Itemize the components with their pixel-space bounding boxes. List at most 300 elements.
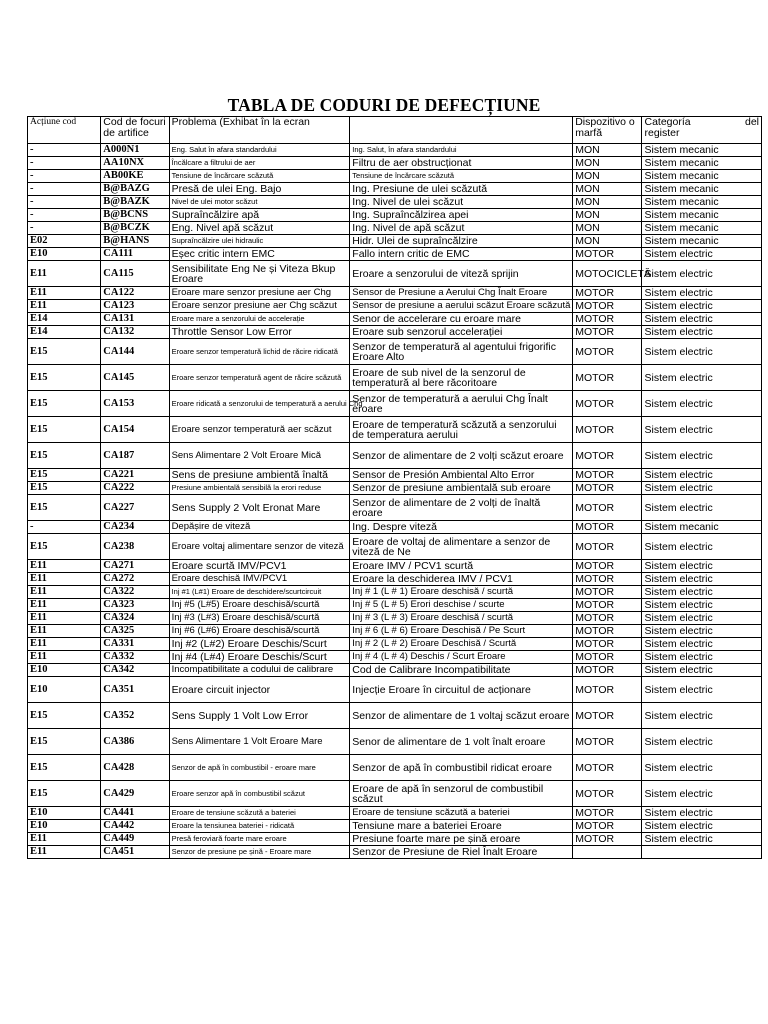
table-row [28, 209, 762, 222]
problem-description-cell: Senzor de alimentare de 2 volți scăzut eroare [350, 443, 573, 469]
device-cell: MOTOR [573, 703, 642, 729]
problem-description-cell: Senor de alimentare de 1 volt înalt eroare [350, 729, 573, 755]
problem-description-cell: Inj # 3 (L # 3) Eroare deschisă / scurtă [350, 612, 573, 625]
action-code-cell: E11 [28, 612, 101, 625]
problem-description-cell: Senzor de alimentare de 1 voltaj scăzut eroare [350, 703, 573, 729]
problem-screen-cell: Supraîncălzire apă [169, 209, 350, 222]
device-cell: MOTOR [573, 391, 642, 417]
device-cell: MOTOR [573, 534, 642, 560]
category-cell [642, 846, 762, 859]
header-problem: Problema (Exhibat în la ecran [169, 117, 350, 144]
device-cell: MOTOCICLETĂ [573, 261, 642, 287]
action-code-cell: E10 [28, 248, 101, 261]
device-cell: MON [573, 209, 642, 222]
table-row [28, 248, 762, 261]
device-cell: MOTOR [573, 781, 642, 807]
device-cell: MON [573, 222, 642, 235]
problem-description-cell: Eroare de temperatură scăzută a senzorului de temperatura aerului [350, 417, 573, 443]
fault-code-cell: CA272 [101, 573, 169, 586]
problem-screen-cell: Inj #4 (L#4) Eroare Deschis/Scurt [169, 651, 350, 664]
fault-code-table [27, 116, 762, 859]
problem-screen-cell: Senzor de apă în combustibil - eroare mare [169, 755, 350, 781]
fault-code-cell: CA144 [101, 339, 169, 365]
category-cell: Sistem electric [642, 586, 762, 599]
device-cell: MOTOR [573, 586, 642, 599]
category-cell: Sistem electric [642, 807, 762, 820]
problem-screen-cell: Nivel de ulei motor scăzut [169, 196, 350, 209]
problem-description-cell: Eroare de apă în senzorul de combustibil scăzut [350, 781, 573, 807]
category-cell: Sistem electric [642, 469, 762, 482]
action-code-cell: E15 [28, 482, 101, 495]
fault-code-cell: B@BCZK [101, 222, 169, 235]
table-row [28, 820, 762, 833]
problem-screen-cell: Eroare mare senzor presiune aer Chg [169, 287, 350, 300]
action-code-cell: E11 [28, 560, 101, 573]
table-row [28, 625, 762, 638]
problem-screen-cell: Eroare voltaj alimentare senzor de viteză [169, 534, 350, 560]
device-cell: MON [573, 144, 642, 157]
problem-screen-cell: Eroare mare a senzorului de accelerație [169, 313, 350, 326]
fault-code-cell: CA221 [101, 469, 169, 482]
problem-description-cell: Ing. Nivel de ulei scăzut [350, 196, 573, 209]
table-row [28, 651, 762, 664]
problem-description-cell: Sensor de Presión Ambiental Alto Error [350, 469, 573, 482]
table-row [28, 326, 762, 339]
header-category-register: register [644, 127, 680, 139]
category-cell: Sistem mecanic [642, 209, 762, 222]
problem-screen-cell: Eroare ridicată a senzorului de temperatură a aerului Chg [169, 391, 350, 417]
problem-screen-cell: Inj #6 (L#6) Eroare deschisă/scurtă [169, 625, 350, 638]
header-device: Dispozitivo o marfă [573, 117, 642, 144]
problem-screen-cell: Eroare senzor temperatură aer scăzut [169, 417, 350, 443]
problem-description-cell: Inj # 1 (L # 1) Eroare deschisă / scurtă [350, 586, 573, 599]
device-cell: MOTOR [573, 651, 642, 664]
problem-screen-cell: Eroare deschisă IMV/PCV1 [169, 573, 350, 586]
device-cell: MOTOR [573, 326, 642, 339]
action-code-cell: E11 [28, 599, 101, 612]
table-row [28, 638, 762, 651]
action-code-cell: - [28, 183, 101, 196]
fault-code-cell: CA386 [101, 729, 169, 755]
problem-description-cell: Eroare sub senzorul accelerației [350, 326, 573, 339]
device-cell: MOTOR [573, 482, 642, 495]
table-row [28, 703, 762, 729]
category-cell: Sistem electric [642, 534, 762, 560]
fault-code-cell: CA429 [101, 781, 169, 807]
action-code-cell: - [28, 209, 101, 222]
header-action-code: Acțiune cod [28, 117, 101, 144]
problem-screen-cell: Eng. Salut în afara standardului [169, 144, 350, 157]
action-code-cell: E15 [28, 729, 101, 755]
category-cell: Sistem electric [642, 417, 762, 443]
fault-code-cell: CA154 [101, 417, 169, 443]
action-code-cell: E11 [28, 846, 101, 859]
table-row [28, 560, 762, 573]
action-code-cell: E15 [28, 781, 101, 807]
category-cell: Sistem mecanic [642, 170, 762, 183]
table-row [28, 183, 762, 196]
problem-screen-cell: Supraîncălzire ulei hidraulic [169, 235, 350, 248]
problem-description-cell: Senzor de temperatură a aerului Chg Înalt eroare [350, 391, 573, 417]
category-cell: Sistem electric [642, 391, 762, 417]
category-cell: Sistem mecanic [642, 157, 762, 170]
table-row [28, 313, 762, 326]
fault-code-cell: B@HANS [101, 235, 169, 248]
fault-code-cell: CA322 [101, 586, 169, 599]
device-cell: MON [573, 235, 642, 248]
fault-code-cell: CA428 [101, 755, 169, 781]
problem-description-cell: Eroare la deschiderea IMV / PCV1 [350, 573, 573, 586]
problem-screen-cell: Sens Alimentare 1 Volt Eroare Mare [169, 729, 350, 755]
problem-description-cell: Sensor de Presiune a Aerului Chg Înalt Eroare [350, 287, 573, 300]
table-row [28, 235, 762, 248]
fault-code-cell: CA331 [101, 638, 169, 651]
fault-code-cell: CA441 [101, 807, 169, 820]
problem-screen-cell: Inj #1 (L#1) Eroare de deschidere/scurtcircuit [169, 586, 350, 599]
problem-screen-cell: Presă de ulei Eng. Bajo [169, 183, 350, 196]
problem-screen-cell: Eroare de tensiune scăzută a bateriei [169, 807, 350, 820]
device-cell: MOTOR [573, 339, 642, 365]
category-cell: Sistem mecanic [642, 235, 762, 248]
action-code-cell: E15 [28, 534, 101, 560]
problem-description-cell: Injecție Eroare în circuitul de acționare [350, 677, 573, 703]
action-code-cell: E11 [28, 300, 101, 313]
device-cell: MON [573, 196, 642, 209]
device-cell: MON [573, 157, 642, 170]
category-cell: Sistem mecanic [642, 144, 762, 157]
table-row [28, 755, 762, 781]
problem-screen-cell: Eroare la tensiunea bateriei - ridicată [169, 820, 350, 833]
device-cell: MOTOR [573, 677, 642, 703]
device-cell: MOTOR [573, 300, 642, 313]
category-cell: Sistem electric [642, 287, 762, 300]
table-row [28, 157, 762, 170]
device-cell: MOTOR [573, 313, 642, 326]
header-category [642, 117, 762, 144]
problem-description-cell: Eroare de tensiune scăzută a bateriei [350, 807, 573, 820]
problem-description-cell: Inj # 5 (L # 5) Erori deschise / scurte [350, 599, 573, 612]
problem-screen-cell: Eroare circuit injector [169, 677, 350, 703]
problem-description-cell: Eroare de voltaj de alimentare a senzor de viteză de Ne [350, 534, 573, 560]
action-code-cell: E11 [28, 638, 101, 651]
problem-screen-cell: Throttle Sensor Low Error [169, 326, 350, 339]
fault-code-cell: B@BCNS [101, 209, 169, 222]
fault-code-cell: CA442 [101, 820, 169, 833]
fault-code-cell: CA131 [101, 313, 169, 326]
problem-screen-cell: Sens Alimentare 2 Volt Eroare Mică [169, 443, 350, 469]
problem-screen-cell: Eroare senzor temperatură agent de răcire scăzută [169, 365, 350, 391]
fault-code-cell: CA187 [101, 443, 169, 469]
action-code-cell: E15 [28, 339, 101, 365]
table-row [28, 846, 762, 859]
category-cell: Sistem electric [642, 755, 762, 781]
problem-description-cell: Senzor de apă în combustibil ridicat eroare [350, 755, 573, 781]
problem-description-cell: Senzor de alimentare de 2 volți de înaltă eroare [350, 495, 573, 521]
device-cell: MOTOR [573, 365, 642, 391]
fault-code-cell: CA342 [101, 664, 169, 677]
device-cell: MON [573, 170, 642, 183]
problem-screen-cell: Eng. Nivel apă scăzut [169, 222, 350, 235]
category-cell: Sistem electric [642, 703, 762, 729]
table-row [28, 222, 762, 235]
action-code-cell: E11 [28, 586, 101, 599]
action-code-cell: E11 [28, 833, 101, 846]
action-code-cell: E15 [28, 365, 101, 391]
fault-code-cell: CA351 [101, 677, 169, 703]
problem-description-cell: Eroare a senzorului de viteză sprijin [350, 261, 573, 287]
problem-description-cell: Eroare IMV / PCV1 scurtă [350, 560, 573, 573]
problem-screen-cell: Depășire de viteză [169, 521, 350, 534]
device-cell: MOTOR [573, 638, 642, 651]
action-code-cell: - [28, 222, 101, 235]
fault-code-cell: CA352 [101, 703, 169, 729]
device-cell: MOTOR [573, 755, 642, 781]
header-category-del: del [744, 116, 759, 128]
device-cell: MOTOR [573, 729, 642, 755]
problem-screen-cell: Eșec critic intern EMC [169, 248, 350, 261]
table-row [28, 664, 762, 677]
problem-description-cell: Senzor de Presiune de Riel Înalt Eroare [350, 846, 573, 859]
table-row [28, 521, 762, 534]
table-row [28, 417, 762, 443]
problem-screen-cell: Inj #2 (L#2) Eroare Deschis/Scurt [169, 638, 350, 651]
problem-description-cell: Eroare de sub nivel de la senzorul de temperatură al bere răcoritoare [350, 365, 573, 391]
table-row [28, 261, 762, 287]
page-title: TABLA DE CODURI DE DEFECȚIUNE [227, 95, 541, 115]
fault-code-cell: CA123 [101, 300, 169, 313]
fault-code-cell: CA222 [101, 482, 169, 495]
fault-code-cell: CA332 [101, 651, 169, 664]
action-code-cell: E15 [28, 469, 101, 482]
category-cell: Sistem electric [642, 313, 762, 326]
problem-description-cell: Ing. Supraîncălzirea apei [350, 209, 573, 222]
device-cell: MOTOR [573, 820, 642, 833]
problem-screen-cell: Sens Supply 2 Volt Eronat Mare [169, 495, 350, 521]
device-cell: MOTOR [573, 560, 642, 573]
problem-screen-cell: Eroare senzor presiune aer Chg scăzut [169, 300, 350, 313]
problem-description-cell: Cod de Calibrare Incompatibilitate [350, 664, 573, 677]
problem-description-cell: Sensor de presiune a aerului scăzut Eroare scăzută [350, 300, 573, 313]
category-cell: Sistem mecanic [642, 183, 762, 196]
action-code-cell: - [28, 196, 101, 209]
category-cell: Sistem mecanic [642, 521, 762, 534]
category-cell: Sistem electric [642, 612, 762, 625]
action-code-cell: E15 [28, 755, 101, 781]
problem-description-cell: Tensiune de încărcare scăzută [350, 170, 573, 183]
action-code-cell: E15 [28, 391, 101, 417]
fault-code-cell: B@BAZG [101, 183, 169, 196]
category-cell: Sistem mecanic [642, 196, 762, 209]
problem-description-cell: Filtru de aer obstrucționat [350, 157, 573, 170]
action-code-cell: - [28, 157, 101, 170]
problem-screen-cell: Sensibilitate Eng Ne și Viteza Bkup Eroare [169, 261, 350, 287]
table-row [28, 469, 762, 482]
problem-description-cell: Senor de accelerare cu eroare mare [350, 313, 573, 326]
action-code-cell: E15 [28, 703, 101, 729]
table-row [28, 300, 762, 313]
problem-description-cell: Inj # 6 (L # 6) Eroare Deschisă / Pe Scurt [350, 625, 573, 638]
action-code-cell: E10 [28, 677, 101, 703]
category-cell: Sistem electric [642, 625, 762, 638]
problem-description-cell: Ing. Presiune de ulei scăzută [350, 183, 573, 196]
device-cell: MOTOR [573, 417, 642, 443]
table-row [28, 781, 762, 807]
action-code-cell: E10 [28, 820, 101, 833]
problem-description-cell: Ing. Nivel de apă scăzut [350, 222, 573, 235]
fault-code-cell: CA153 [101, 391, 169, 417]
table-row [28, 144, 762, 157]
category-cell: Sistem electric [642, 495, 762, 521]
problem-description-cell: Inj # 2 (L # 2) Eroare Deschisă / Scurtă [350, 638, 573, 651]
device-cell: MOTOR [573, 599, 642, 612]
fault-code-cell: CA449 [101, 833, 169, 846]
problem-screen-cell: Incompatibilitate a codului de calibrare [169, 664, 350, 677]
table-row [28, 170, 762, 183]
table-row [28, 339, 762, 365]
category-cell: Sistem electric [642, 651, 762, 664]
device-cell: MOTOR [573, 573, 642, 586]
problem-screen-cell: Încălcare a filtrului de aer [169, 157, 350, 170]
problem-description-cell: Ing. Salut, în afara standardului [350, 144, 573, 157]
fault-code-cell: CA324 [101, 612, 169, 625]
fault-code-cell: CA145 [101, 365, 169, 391]
table-row [28, 534, 762, 560]
device-cell [573, 846, 642, 859]
category-cell: Sistem electric [642, 482, 762, 495]
table-row [28, 573, 762, 586]
device-cell: MOTOR [573, 664, 642, 677]
action-code-cell: E11 [28, 573, 101, 586]
category-cell: Sistem electric [642, 248, 762, 261]
table-row [28, 287, 762, 300]
problem-screen-cell: Tensiune de încărcare scăzută [169, 170, 350, 183]
category-cell: Sistem electric [642, 339, 762, 365]
device-cell: MOTOR [573, 625, 642, 638]
fault-code-cell: CA234 [101, 521, 169, 534]
problem-description-cell: Fallo intern critic de EMC [350, 248, 573, 261]
table-row [28, 612, 762, 625]
problem-description-cell: Inj # 4 (L # 4) Deschis / Scurt Eroare [350, 651, 573, 664]
device-cell: MOTOR [573, 287, 642, 300]
fault-code-cell: AB00KE [101, 170, 169, 183]
header-blank [350, 117, 573, 144]
device-cell: MOTOR [573, 495, 642, 521]
problem-screen-cell: Presiune ambientală sensibilă la erori reduse [169, 482, 350, 495]
device-cell: MOTOR [573, 521, 642, 534]
problem-screen-cell: Eroare senzor apă în combustibil scăzut [169, 781, 350, 807]
table-row [28, 196, 762, 209]
table-row [28, 677, 762, 703]
fault-code-cell: CA451 [101, 846, 169, 859]
device-cell: MOTOR [573, 248, 642, 261]
problem-screen-cell: Presă feroviară foarte mare eroare [169, 833, 350, 846]
table-row [28, 482, 762, 495]
category-cell: Sistem electric [642, 677, 762, 703]
fault-code-cell: CA115 [101, 261, 169, 287]
device-cell: MOTOR [573, 443, 642, 469]
table-row [28, 365, 762, 391]
problem-screen-cell: Senzor de presiune pe șină - Eroare mare [169, 846, 350, 859]
action-code-cell: E11 [28, 261, 101, 287]
fault-code-cell: CA227 [101, 495, 169, 521]
header-fireworks-code: Cod de focuri de artifice [101, 117, 169, 144]
action-code-cell: - [28, 170, 101, 183]
problem-screen-cell: Eroare scurtă IMV/PCV1 [169, 560, 350, 573]
category-cell: Sistem electric [642, 326, 762, 339]
category-cell: Sistem electric [642, 443, 762, 469]
category-cell: Sistem electric [642, 638, 762, 651]
fault-code-cell: CA132 [101, 326, 169, 339]
category-cell: Sistem electric [642, 261, 762, 287]
action-code-cell: E02 [28, 235, 101, 248]
device-cell: MOTOR [573, 612, 642, 625]
fault-code-cell: CA122 [101, 287, 169, 300]
table-row [28, 443, 762, 469]
problem-description-cell: Tensiune mare a bateriei Eroare [350, 820, 573, 833]
category-cell: Sistem electric [642, 664, 762, 677]
fault-code-cell: CA111 [101, 248, 169, 261]
category-cell: Sistem electric [642, 820, 762, 833]
table-row [28, 391, 762, 417]
action-code-cell: E11 [28, 651, 101, 664]
table-row [28, 599, 762, 612]
action-code-cell: - [28, 144, 101, 157]
problem-screen-cell: Sens Supply 1 Volt Low Error [169, 703, 350, 729]
action-code-cell: E11 [28, 287, 101, 300]
problem-description-cell: Presiune foarte mare pe șină eroare [350, 833, 573, 846]
category-cell: Sistem electric [642, 781, 762, 807]
action-code-cell: E11 [28, 625, 101, 638]
action-code-cell: E14 [28, 313, 101, 326]
table-row [28, 807, 762, 820]
category-cell: Sistem electric [642, 833, 762, 846]
fault-code-cell: CA271 [101, 560, 169, 573]
category-cell: Sistem electric [642, 729, 762, 755]
problem-description-cell: Senzor de presiune ambientală sub eroare [350, 482, 573, 495]
table-header-row [28, 117, 762, 144]
action-code-cell: E14 [28, 326, 101, 339]
action-code-cell: E15 [28, 443, 101, 469]
category-cell: Sistem electric [642, 560, 762, 573]
category-cell: Sistem mecanic [642, 222, 762, 235]
action-code-cell: E10 [28, 664, 101, 677]
action-code-cell: - [28, 521, 101, 534]
action-code-cell: E10 [28, 807, 101, 820]
category-cell: Sistem electric [642, 365, 762, 391]
table-row [28, 729, 762, 755]
header-category-word: Categoría [644, 116, 691, 128]
device-cell: MOTOR [573, 469, 642, 482]
fault-code-cell: B@BAZK [101, 196, 169, 209]
fault-code-cell: AA10NX [101, 157, 169, 170]
problem-description-cell: Senzor de temperatură al agentului frigorific Eroare Alto [350, 339, 573, 365]
action-code-cell: E15 [28, 495, 101, 521]
table-row [28, 833, 762, 846]
fault-code-cell: CA238 [101, 534, 169, 560]
problem-description-cell: Ing. Despre viteză [350, 521, 573, 534]
problem-screen-cell: Inj #5 (L#5) Eroare deschisă/scurtă [169, 599, 350, 612]
fault-code-cell: CA323 [101, 599, 169, 612]
fault-code-cell: CA325 [101, 625, 169, 638]
category-cell: Sistem electric [642, 573, 762, 586]
category-cell: Sistem electric [642, 300, 762, 313]
problem-screen-cell: Eroare senzor temperatură lichid de răcire ridicată [169, 339, 350, 365]
problem-screen-cell: Sens de presiune ambientă înaltă [169, 469, 350, 482]
problem-description-cell: Hidr. Ulei de supraîncălzire [350, 235, 573, 248]
device-cell: MON [573, 183, 642, 196]
device-cell: MOTOR [573, 833, 642, 846]
fault-code-cell: A000N1 [101, 144, 169, 157]
